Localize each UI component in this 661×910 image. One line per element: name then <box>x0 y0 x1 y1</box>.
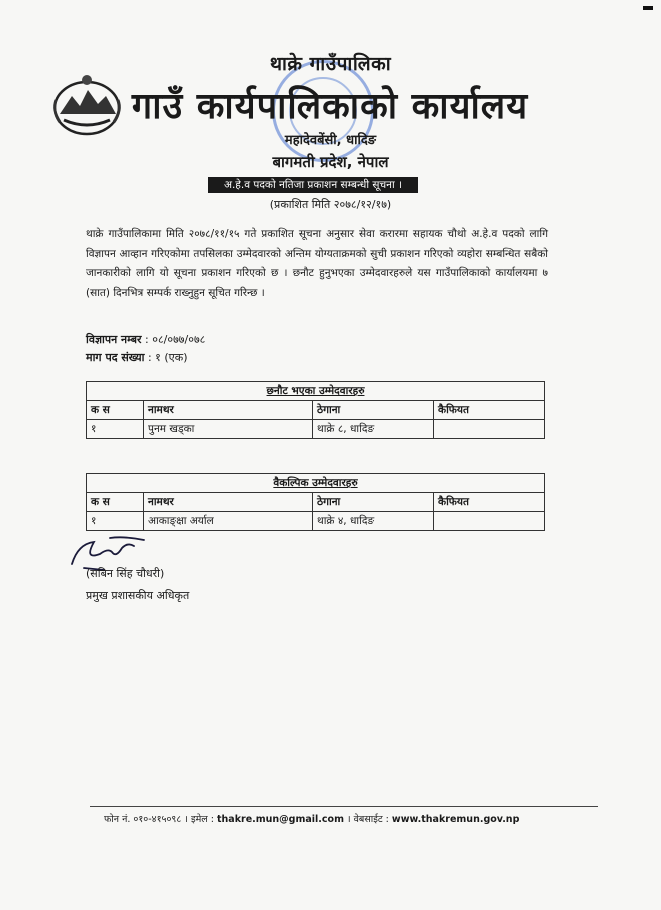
table-cell: थाक्रे ४, धादिङ <box>313 512 434 531</box>
selected-candidates-table <box>86 381 545 439</box>
table-caption: वैकल्पिक उम्मेदवारहरु <box>87 474 545 493</box>
table-caption-row <box>87 382 545 401</box>
municipality-name: थाक्रे गाउँपालिका <box>269 53 392 75</box>
footer-website[interactable]: www.thakremun.gov.np <box>391 814 520 825</box>
column-header: ठेगाना <box>313 493 434 512</box>
footer-divider <box>90 806 598 807</box>
table-cell <box>434 512 545 531</box>
column-header: नामथर <box>144 493 313 512</box>
table-cell: १ <box>87 512 144 531</box>
post-count-value: : १ (एक) <box>147 351 188 364</box>
notice-title: अ.हे.व पदको नतिजा प्रकाशन सम्बन्धी सूचना । <box>208 177 418 193</box>
signatory-name: (सबिन सिंह चौधरी) <box>86 567 165 580</box>
table-cell: आकाङ्क्षा अर्याल <box>144 512 313 531</box>
column-header: कैफियत <box>434 401 545 420</box>
column-header: क स <box>87 401 144 420</box>
table-cell: थाक्रे ८, धादिङ <box>313 420 434 439</box>
table-cell <box>434 420 545 439</box>
ad-number-label: विज्ञापन नम्बर <box>86 333 142 346</box>
alternate-candidates-table <box>86 473 545 531</box>
table-row <box>87 512 545 531</box>
notice-body: थाक्रे गाउँपालिकामा मिति २०७८/११/१५ गते प्रकाशित सूचना अनुसार सेवा करारमा सहायक चौथो अ.हे.व पदको लागि विज्ञापन आव्हान गरिएकोमा तपसिलका उम्मेदवारको अन्तिम योग्यताक्रमको सुची प्रकाशन गरिएको व्यहोरा सम्बन्धित सबैको जानकारीको लागि यो सूचना प्रकाशन गरिएको छ । छनौट हुनुभएका उम्मेदवारहरुले यस गाउँपालिकाको कार्यालयमा ७ (सात) दिनभित्र सम्पर्क राख्नुहुन सूचित गरिन्छ । <box>86 228 548 299</box>
table-row <box>87 420 545 439</box>
ad-number-value: : ०८/०७७/०७८ <box>145 333 206 346</box>
corner-mark <box>643 6 653 10</box>
footer-contact: फोन नं. ०१०-४१५०९८ । इमेल : thakre.mun@gmail.com । वेबसाईट : www.thakremun.gov.np <box>104 814 520 825</box>
publish-date: (प्रकाशित मिति २०७८/१२/१७) <box>269 198 392 211</box>
table-header-row <box>87 493 545 512</box>
post-count-label: माग पद संख्या <box>86 351 145 364</box>
nepal-emblem-icon <box>50 70 124 138</box>
post-count <box>86 350 188 365</box>
office-title: गाउँ कार्यपालिकाको कार्यालय <box>131 86 529 127</box>
table-caption: छनौट भएका उम्मेदवारहरु <box>87 382 545 401</box>
footer-email[interactable]: thakre.mun@gmail.com <box>216 814 344 825</box>
column-header: ठेगाना <box>313 401 434 420</box>
table-caption-row <box>87 474 545 493</box>
ad-number <box>86 332 205 347</box>
column-header: कैफियत <box>434 493 545 512</box>
footer-phone: फोन नं. ०१०-४१५०९८ <box>104 814 182 825</box>
column-header: क स <box>87 493 144 512</box>
table-cell: १ <box>87 420 144 439</box>
footer-email-label: इमेल : <box>190 814 214 825</box>
signatory-title: प्रमुख प्रशासकीय अधिकृत <box>86 589 190 602</box>
office-district: महादेवबेंसी, धादिङ <box>284 133 377 148</box>
footer-website-label: वेबसाईट : <box>353 814 389 825</box>
column-header: नामथर <box>144 401 313 420</box>
table-cell: पुनम खड्का <box>144 420 313 439</box>
table-header-row <box>87 401 545 420</box>
office-province: बागमती प्रदेश, नेपाल <box>272 153 389 171</box>
